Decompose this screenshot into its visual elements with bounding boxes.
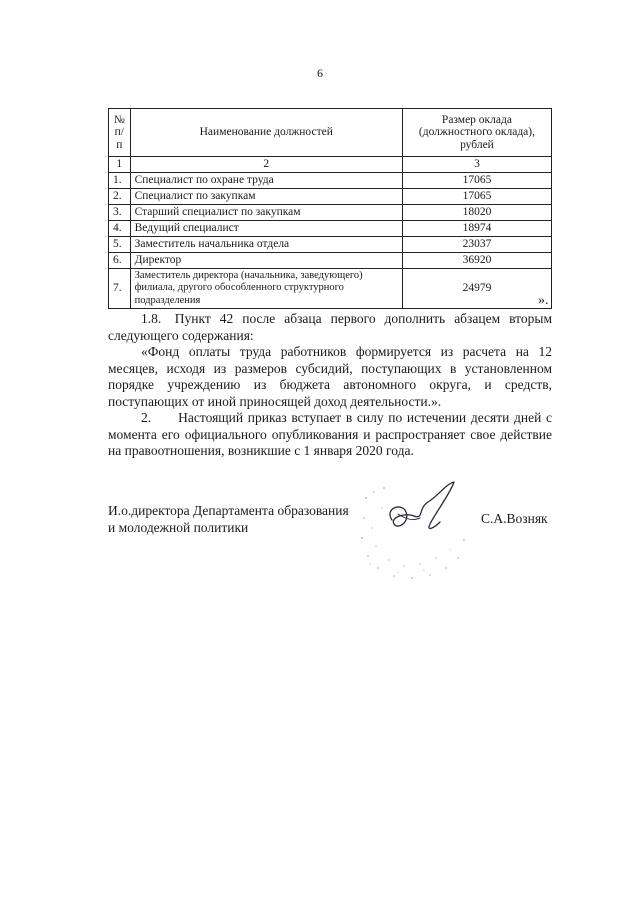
- row-num: 2.: [109, 188, 131, 204]
- closing-quote-mark: ».: [538, 293, 549, 308]
- paragraph-quoted-text: «Фонд оплаты труда работников формируется из расчета на 12 месяцев, исходя из размеров субсидий, поступающих в установленном порядке учреждению из бюджета автономного округа, и средств, поступающих от иной приносящей доход деятельности.».: [108, 344, 552, 409]
- row-salary: 17065: [402, 172, 551, 188]
- header-num: № п/п: [109, 109, 131, 157]
- table-header-row: [109, 109, 552, 157]
- row-name: Старший специалист по закупкам: [130, 204, 402, 220]
- table-row: [109, 220, 552, 236]
- table-row: [109, 252, 552, 268]
- column-number: 2: [130, 157, 402, 173]
- column-number-row: [109, 157, 552, 173]
- column-number: 1: [109, 157, 131, 173]
- page-number: 6: [317, 66, 323, 80]
- table-row: [109, 188, 552, 204]
- order-body-text: [108, 311, 552, 460]
- salary-table: [108, 108, 552, 309]
- row-num: 1.: [109, 172, 131, 188]
- handwritten-signature: [354, 478, 484, 588]
- row-num: 3.: [109, 204, 131, 220]
- table-row: [109, 172, 552, 188]
- row-name: Директор: [130, 252, 402, 268]
- row-salary: 23037: [402, 236, 551, 252]
- signatory-position-line: И.о.директора Департамента образования: [108, 503, 349, 518]
- row-name: Специалист по закупкам: [130, 188, 402, 204]
- signatory-name: С.А.Возняк: [481, 511, 548, 526]
- row-salary: 24979: [402, 268, 551, 309]
- table-row: [109, 204, 552, 220]
- row-salary: 36920: [402, 252, 551, 268]
- row-salary: 18020: [402, 204, 551, 220]
- row-name: Заместитель начальника отдела: [130, 236, 402, 252]
- row-num: 5.: [109, 236, 131, 252]
- row-num: 7.: [109, 268, 131, 309]
- row-name: Специалист по охране труда: [130, 172, 402, 188]
- paragraph-amendment: 1.8. Пункт 42 после абзаца первого дополнить абзацем вторым следующего содержания:: [108, 311, 552, 343]
- row-salary: 18974: [402, 220, 551, 236]
- signatory-position-line: и молодежной политики: [108, 520, 249, 535]
- row-salary: 17065: [402, 188, 551, 204]
- table-row: [109, 268, 552, 309]
- row-name: Ведущий специалист: [130, 220, 402, 236]
- header-salary: Размер оклада (должностного оклада), рублей: [402, 109, 551, 157]
- row-num: 6.: [109, 252, 131, 268]
- paragraph-effective-date: 2. Настоящий приказ вступает в силу по истечении десяти дней с момента его официального опубликования и распространяет свое действие на правоотношения, возникшие с 1 января 2020 года.: [108, 410, 552, 458]
- header-name: Наименование должностей: [130, 109, 402, 157]
- digital-stamp-dots: [361, 487, 465, 579]
- row-name: Заместитель директора (начальника, заведующего) филиала, другого обособленного структурного подразделения: [130, 268, 402, 309]
- column-number: 3: [402, 157, 551, 173]
- table-row: [109, 236, 552, 252]
- signatory-position: [108, 502, 349, 536]
- row-num: 4.: [109, 220, 131, 236]
